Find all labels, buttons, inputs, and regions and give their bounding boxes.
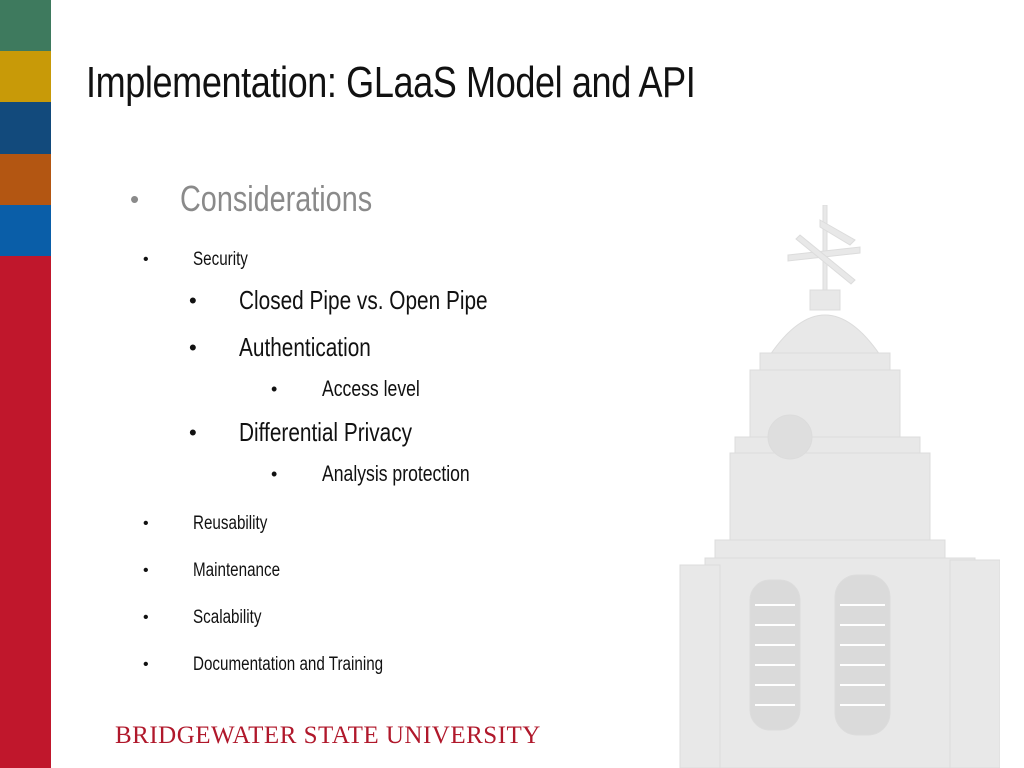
- stripe-navy: [0, 102, 51, 154]
- bullet-dot: •: [143, 515, 149, 532]
- bullet-dot: •: [143, 251, 149, 268]
- item-text: Maintenance: [193, 560, 281, 581]
- bullet-dot: •: [143, 609, 149, 626]
- color-stripe: [0, 0, 51, 768]
- bell-tower-watermark-icon: [660, 205, 1000, 768]
- stripe-blue: [0, 205, 51, 256]
- bullet-dot: •: [189, 335, 197, 360]
- item-text: Reusability: [193, 513, 268, 534]
- bullet-dot: •: [143, 562, 149, 579]
- item-text: Documentation and Training: [193, 654, 384, 675]
- item-text: Scalability: [193, 607, 262, 628]
- university-logo-text: BRIDGEWATER STATE UNIVERSITY: [115, 722, 541, 749]
- bullet-dot: •: [189, 288, 197, 313]
- item-text: Authentication: [239, 332, 371, 362]
- item-text: Analysis protection: [322, 461, 470, 486]
- item-text: Closed Pipe vs. Open Pipe: [239, 285, 488, 315]
- bullet-dot: •: [271, 379, 278, 399]
- stripe-orange: [0, 154, 51, 205]
- item-text: Differential Privacy: [239, 417, 413, 447]
- bullet-dot: •: [271, 464, 278, 484]
- item-text: Security: [193, 249, 248, 270]
- item-text: Access level: [322, 376, 420, 401]
- stripe-gold: [0, 51, 51, 102]
- bullet-dot: •: [143, 656, 149, 673]
- slide-title: Implementation: GLaaS Model and API: [86, 58, 696, 107]
- bullet-dot: •: [130, 184, 140, 214]
- bullet-dot: •: [189, 420, 197, 445]
- stripe-green: [0, 0, 51, 51]
- heading-text: Considerations: [180, 178, 373, 219]
- stripe-red: [0, 256, 51, 768]
